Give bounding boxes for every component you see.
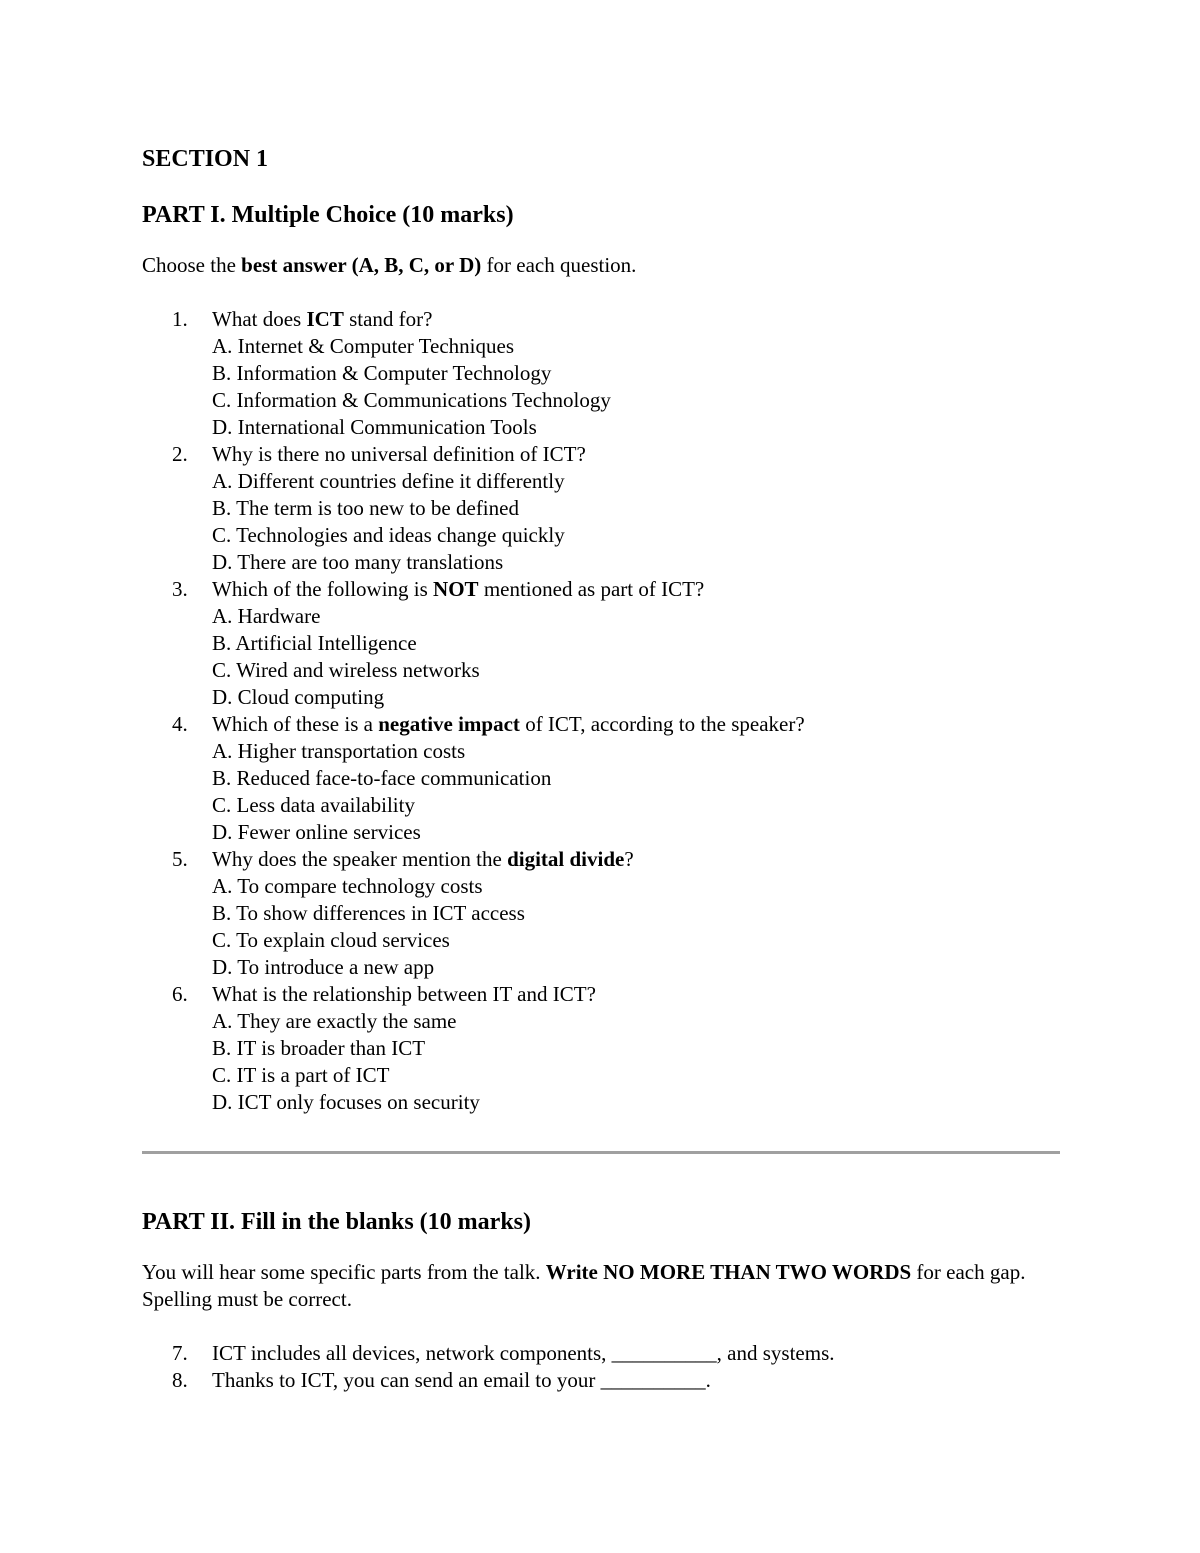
part1-title: PART I. Multiple Choice (10 marks) bbox=[142, 202, 514, 228]
question-text: ICT includes all devices, network components, __________, and systems. bbox=[212, 1341, 835, 1365]
question-number: 8. bbox=[172, 1368, 188, 1392]
mc-question bbox=[142, 441, 1060, 576]
part1-instruction bbox=[142, 252, 1060, 279]
question-number: 4. bbox=[172, 712, 188, 736]
answer-option: B. Information & Computer Technology bbox=[212, 361, 552, 385]
part1-container bbox=[142, 140, 1060, 1116]
mc-question bbox=[142, 576, 1060, 711]
mc-question bbox=[142, 981, 1060, 1116]
answer-option: B. Artificial Intelligence bbox=[212, 631, 417, 655]
answer-option: A. They are exactly the same bbox=[212, 1009, 457, 1033]
answer-option: A. To compare technology costs bbox=[212, 874, 483, 898]
mc-question bbox=[142, 306, 1060, 441]
part1-instruction-pre: Choose the bbox=[142, 253, 242, 277]
answer-option: D. Cloud computing bbox=[212, 685, 385, 709]
section-title: SECTION 1 bbox=[142, 146, 269, 172]
part2-instruction-post: for each gap. Spelling must be correct. bbox=[142, 1260, 1026, 1311]
answer-option: A. Hardware bbox=[212, 604, 321, 628]
part2-title: PART II. Fill in the blanks (10 marks) bbox=[142, 1209, 531, 1235]
part2-instruction-pre: You will hear some specific parts from the talk. bbox=[142, 1260, 546, 1284]
question-text: Which of the following is NOT mentioned as part of ICT? bbox=[212, 577, 705, 601]
answer-option: A. Internet & Computer Techniques bbox=[212, 334, 514, 358]
part2-instruction-bold: Write NO MORE THAN TWO WORDS bbox=[545, 1260, 912, 1284]
question-text: Thanks to ICT, you can send an email to your __________. bbox=[212, 1368, 711, 1392]
answer-option: C. Technologies and ideas change quickly bbox=[212, 523, 565, 547]
answer-option: C. IT is a part of ICT bbox=[212, 1063, 390, 1087]
question-number: 5. bbox=[172, 847, 188, 871]
question-number: 6. bbox=[172, 982, 188, 1006]
question-number: 7. bbox=[172, 1341, 188, 1365]
section-divider bbox=[142, 1151, 1060, 1154]
question-text: Why does the speaker mention the digital divide? bbox=[212, 847, 634, 871]
mc-question bbox=[142, 846, 1060, 981]
mc-question bbox=[142, 711, 1060, 846]
fill-blank-question-list bbox=[142, 1340, 1060, 1394]
question-text: Which of these is a negative impact of ICT, according to the speaker? bbox=[212, 712, 805, 736]
answer-option: D. There are too many translations bbox=[212, 550, 504, 574]
answer-option: B. The term is too new to be defined bbox=[212, 496, 519, 520]
answer-option: D. Fewer online services bbox=[212, 820, 421, 844]
answer-option: D. To introduce a new app bbox=[212, 955, 435, 979]
part1-instruction-bold: best answer (A, B, C, or D) bbox=[241, 253, 482, 277]
answer-option: D. ICT only focuses on security bbox=[212, 1090, 480, 1114]
answer-option: B. To show differences in ICT access bbox=[212, 901, 525, 925]
question-number: 1. bbox=[172, 307, 188, 331]
answer-option: D. International Communication Tools bbox=[212, 415, 537, 439]
answer-option: C. Information & Communications Technology bbox=[212, 388, 611, 412]
answer-option: C. To explain cloud services bbox=[212, 928, 450, 952]
part2-container bbox=[142, 1203, 1060, 1394]
answer-option: C. Less data availability bbox=[212, 793, 415, 817]
question-text: Why is there no universal definition of ICT? bbox=[212, 442, 586, 466]
part2-instruction bbox=[142, 1259, 1060, 1313]
answer-option: A. Higher transportation costs bbox=[212, 739, 466, 763]
question-number: 2. bbox=[172, 442, 188, 466]
part1-instruction-post: for each question. bbox=[481, 253, 637, 277]
question-text: What does ICT stand for? bbox=[212, 307, 433, 331]
question-text: What is the relationship between IT and ICT? bbox=[212, 982, 596, 1006]
question-number: 3. bbox=[172, 577, 188, 601]
answer-option: C. Wired and wireless networks bbox=[212, 658, 480, 682]
fill-blank-question bbox=[142, 1367, 1060, 1394]
mc-question-list bbox=[142, 306, 1060, 1116]
answer-option: A. Different countries define it differently bbox=[212, 469, 565, 493]
fill-blank-question bbox=[142, 1340, 1060, 1367]
answer-option: B. Reduced face-to-face communication bbox=[212, 766, 552, 790]
answer-option: B. IT is broader than ICT bbox=[212, 1036, 426, 1060]
